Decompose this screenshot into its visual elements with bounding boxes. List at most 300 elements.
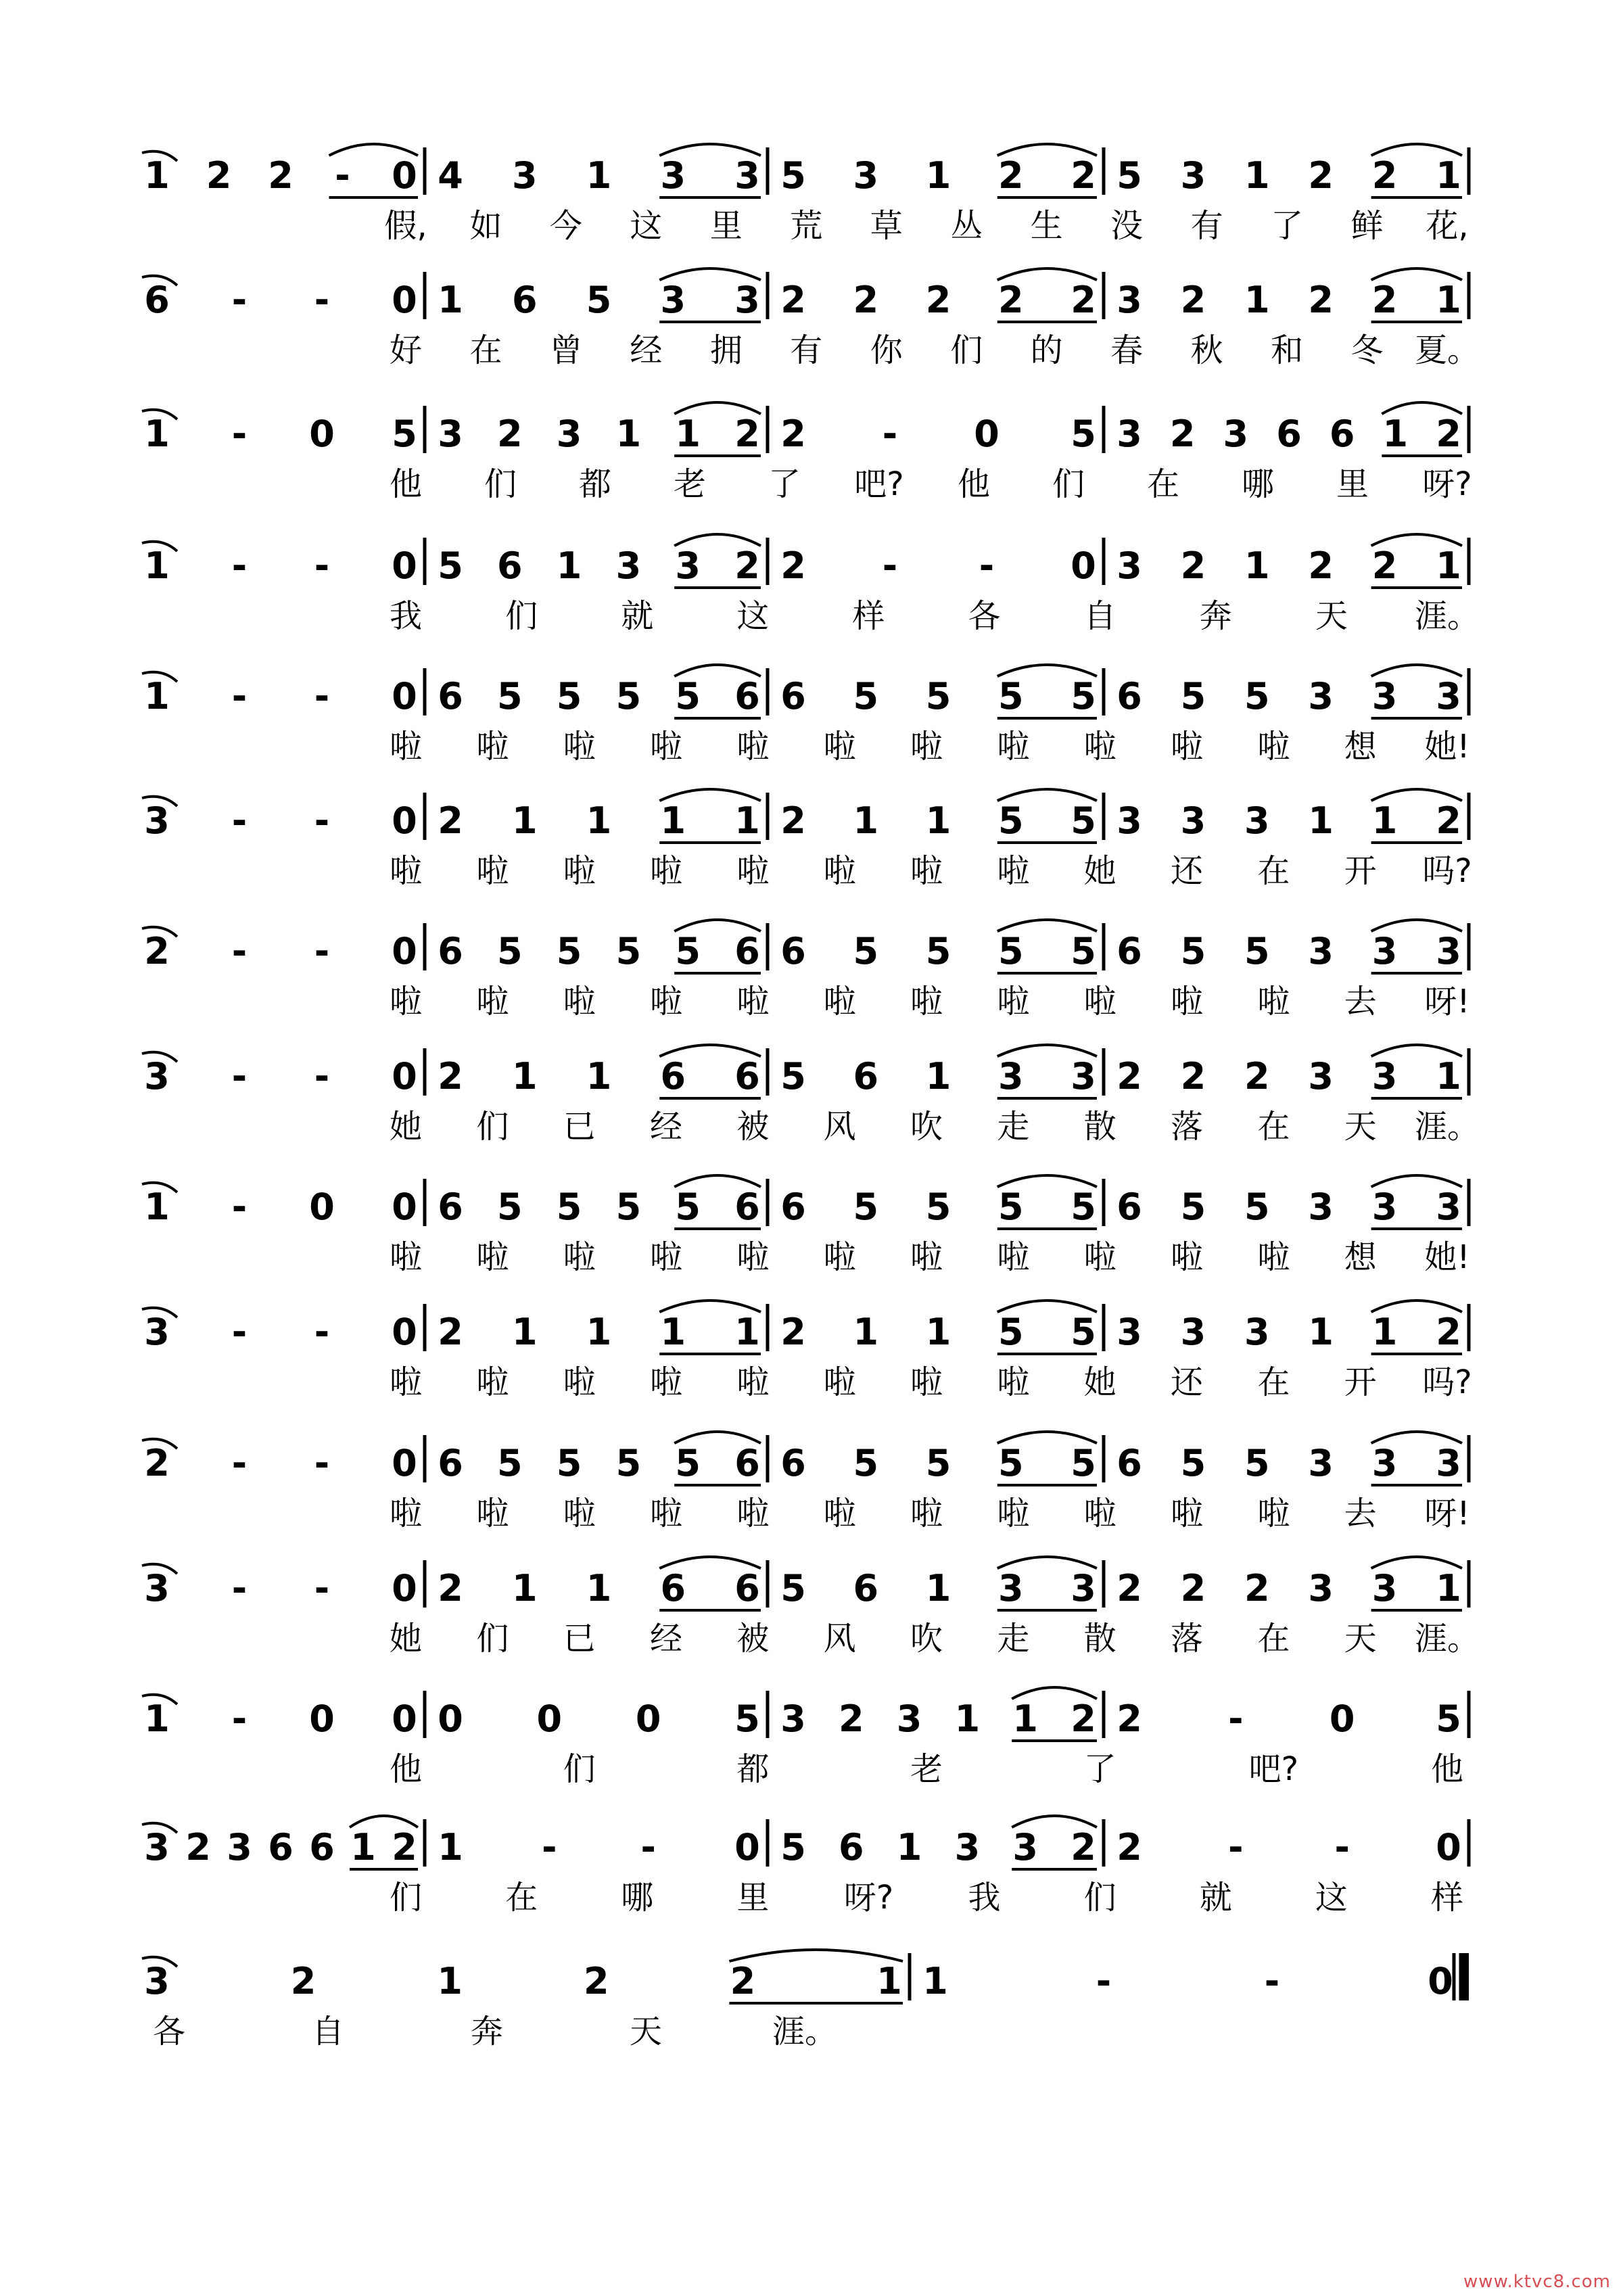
note: 3 bbox=[1371, 1442, 1398, 1484]
note: 3 bbox=[997, 1567, 1024, 1610]
lyric-syllable: 里 bbox=[709, 207, 743, 245]
note: 2 bbox=[1371, 279, 1398, 321]
lyric-syllable: 她 bbox=[389, 1108, 423, 1146]
note: 2 bbox=[497, 413, 523, 455]
note: 2 bbox=[438, 1055, 463, 1098]
note: 1 bbox=[1436, 544, 1461, 587]
note: 1 bbox=[1436, 1055, 1461, 1098]
note: 2 bbox=[268, 154, 293, 197]
dash-extension: - bbox=[231, 1697, 248, 1740]
note: 0 bbox=[392, 799, 417, 842]
note: 5 bbox=[925, 1442, 951, 1484]
note: 2 bbox=[1436, 413, 1461, 455]
note: 2 bbox=[1169, 413, 1196, 455]
note: 5 bbox=[1436, 1697, 1461, 1740]
note: 6 bbox=[780, 930, 806, 973]
note: 1 bbox=[853, 799, 879, 842]
note: 2 bbox=[1180, 279, 1206, 321]
lyric-syllable: 老 bbox=[673, 465, 707, 503]
lyric-syllable: 啦 bbox=[997, 983, 1030, 1021]
lyric-syllable: 啦 bbox=[476, 983, 509, 1021]
lyric-syllable: 她 bbox=[1083, 852, 1116, 890]
lyric-syllable: 吹 bbox=[910, 1620, 943, 1658]
dash-extension: - bbox=[1228, 1697, 1244, 1740]
note: 2 bbox=[144, 930, 170, 973]
lyric-syllable: 了 bbox=[1271, 207, 1304, 245]
lyric-syllable: 已 bbox=[563, 1108, 596, 1146]
note: 1 bbox=[853, 1311, 879, 1353]
lyric-syllable: 在 bbox=[1257, 852, 1290, 890]
lyric-syllable: 啦 bbox=[1170, 983, 1204, 1021]
note: 2 bbox=[925, 279, 951, 321]
lyric-syllable: 啦 bbox=[910, 1238, 943, 1276]
note: 2 bbox=[997, 154, 1024, 197]
note: 3 bbox=[675, 544, 701, 587]
note: 6 bbox=[734, 1055, 760, 1098]
note: 5 bbox=[1071, 930, 1096, 973]
lyric-syllable: 啦 bbox=[563, 1363, 596, 1401]
lyric-syllable: 涯。 bbox=[1414, 1108, 1480, 1146]
lyric-syllable: 有 bbox=[790, 331, 823, 369]
note: 1 bbox=[511, 1567, 538, 1610]
note: 1 bbox=[1308, 799, 1334, 842]
note: 3 bbox=[227, 1826, 252, 1869]
lyric-syllable: 和 bbox=[1271, 331, 1304, 369]
note: 3 bbox=[660, 279, 686, 321]
dash-extension: - bbox=[1334, 1826, 1350, 1869]
note: 5 bbox=[438, 544, 463, 587]
note: 5 bbox=[1116, 154, 1142, 197]
lyric-syllable: 们 bbox=[1083, 1879, 1116, 1917]
note: 0 bbox=[392, 675, 417, 718]
lyric-syllable: 啦 bbox=[476, 852, 509, 890]
dash-extension: - bbox=[314, 279, 330, 321]
note: 6 bbox=[438, 930, 463, 973]
lyric-syllable: 啦 bbox=[649, 983, 683, 1021]
note: 5 bbox=[1180, 930, 1206, 973]
note: 3 bbox=[1116, 413, 1142, 455]
note: 5 bbox=[1244, 675, 1270, 718]
lyric-syllable: 这 bbox=[1315, 1879, 1348, 1917]
note: 1 bbox=[896, 1826, 922, 1869]
note: 5 bbox=[586, 279, 612, 321]
note: 3 bbox=[1116, 1311, 1142, 1353]
note: 0 bbox=[734, 1826, 760, 1869]
lyric-syllable: 涯。 bbox=[1414, 1620, 1480, 1658]
dash-extension: - bbox=[231, 675, 248, 718]
note: 1 bbox=[144, 544, 170, 587]
lyric-syllable: 吧? bbox=[854, 465, 904, 503]
lyric-syllable: 她 bbox=[1083, 1363, 1116, 1401]
note: 6 bbox=[1276, 413, 1302, 455]
lyric-syllable: 啦 bbox=[823, 728, 856, 766]
note: 0 bbox=[392, 154, 417, 197]
note: 1 bbox=[1012, 1697, 1038, 1740]
note: 2 bbox=[290, 1960, 316, 2002]
note: 3 bbox=[734, 154, 760, 197]
note: 2 bbox=[780, 1311, 806, 1353]
note: 0 bbox=[309, 1697, 335, 1740]
note: 1 bbox=[144, 1186, 170, 1228]
note: 6 bbox=[780, 675, 806, 718]
note: 3 bbox=[997, 1055, 1024, 1098]
note: 5 bbox=[556, 1442, 582, 1484]
lyric-syllable: 都 bbox=[736, 1750, 770, 1788]
note: 2 bbox=[438, 1567, 463, 1610]
lyric-syllable: 们 bbox=[950, 331, 983, 369]
note: 6 bbox=[780, 1442, 806, 1484]
note: 5 bbox=[615, 1442, 642, 1484]
lyric-syllable: 啦 bbox=[1083, 728, 1116, 766]
lyric-syllable: 啦 bbox=[997, 1363, 1030, 1401]
note: 3 bbox=[144, 1311, 170, 1353]
note: 1 bbox=[1308, 1311, 1334, 1353]
note: 6 bbox=[1329, 413, 1355, 455]
lyric-syllable: 啦 bbox=[1170, 1495, 1204, 1532]
note: 3 bbox=[144, 1826, 170, 1869]
note: 1 bbox=[1436, 1567, 1461, 1610]
lyric-syllable: 生 bbox=[1030, 207, 1063, 245]
note: 1 bbox=[511, 1055, 538, 1098]
lyric-syllable: 走 bbox=[997, 1620, 1030, 1658]
note: 1 bbox=[586, 1311, 612, 1353]
note: 1 bbox=[925, 1311, 951, 1353]
dash-extension: - bbox=[231, 799, 248, 842]
note: 1 bbox=[925, 799, 951, 842]
dash-extension: - bbox=[314, 675, 330, 718]
note: 3 bbox=[1308, 1186, 1334, 1228]
lyric-syllable: 啦 bbox=[476, 1238, 509, 1276]
lyric-syllable: 呀! bbox=[1424, 983, 1470, 1021]
lyric-syllable: 啦 bbox=[1257, 983, 1290, 1021]
note: 3 bbox=[660, 154, 686, 197]
note: 3 bbox=[1371, 675, 1398, 718]
note: 5 bbox=[1244, 1186, 1270, 1228]
lyric-syllable: 啦 bbox=[910, 728, 943, 766]
note: 6 bbox=[309, 1826, 335, 1869]
note: 2 bbox=[392, 1826, 417, 1869]
lyric-syllable: 啦 bbox=[823, 1363, 856, 1401]
note: 3 bbox=[144, 1960, 170, 2002]
lyric-syllable: 都 bbox=[578, 465, 612, 503]
dash-extension: - bbox=[1228, 1826, 1244, 1869]
lyric-syllable: 啦 bbox=[823, 852, 856, 890]
note: 2 bbox=[853, 279, 879, 321]
lyric-syllable: 啦 bbox=[563, 728, 596, 766]
lyric-syllable: 呀! bbox=[1424, 1495, 1470, 1532]
note: 1 bbox=[144, 154, 170, 197]
lyric-syllable: 冬 bbox=[1350, 331, 1384, 369]
note: 2 bbox=[734, 413, 760, 455]
note: 2 bbox=[1071, 1697, 1096, 1740]
note: 2 bbox=[839, 1697, 864, 1740]
note: 5 bbox=[853, 1442, 879, 1484]
note: 1 bbox=[615, 413, 642, 455]
note: 3 bbox=[1371, 930, 1398, 973]
note: 0 bbox=[974, 413, 999, 455]
note: 2 bbox=[1116, 1567, 1142, 1610]
note: 2 bbox=[1436, 1311, 1461, 1353]
note: 3 bbox=[1244, 799, 1270, 842]
note: 3 bbox=[1116, 279, 1142, 321]
lyric-syllable: 还 bbox=[1170, 1363, 1204, 1401]
note: 5 bbox=[675, 1186, 701, 1228]
note: 1 bbox=[1244, 154, 1270, 197]
note: 6 bbox=[1116, 675, 1142, 718]
lyric-syllable: 去 bbox=[1344, 1495, 1377, 1532]
lyric-syllable: 样 bbox=[852, 597, 885, 635]
note: 2 bbox=[780, 279, 806, 321]
note: 1 bbox=[586, 1567, 612, 1610]
note: 3 bbox=[1371, 1567, 1398, 1610]
note: 3 bbox=[1180, 799, 1206, 842]
lyric-syllable: 啦 bbox=[649, 852, 683, 890]
note: 5 bbox=[780, 1055, 806, 1098]
lyric-syllable: 走 bbox=[997, 1108, 1030, 1146]
lyric-syllable: 了 bbox=[1083, 1750, 1116, 1788]
lyric-syllable: 自 bbox=[311, 2013, 345, 2051]
lyric-syllable: 样 bbox=[1430, 1879, 1464, 1917]
note: 1 bbox=[660, 799, 686, 842]
note: 2 bbox=[438, 799, 463, 842]
dash-extension: - bbox=[314, 544, 330, 587]
note: 1 bbox=[1371, 799, 1398, 842]
note: 6 bbox=[438, 675, 463, 718]
note: 1 bbox=[438, 1826, 463, 1869]
note: 5 bbox=[853, 675, 879, 718]
note: 5 bbox=[497, 930, 523, 973]
dash-extension: - bbox=[882, 413, 898, 455]
note: 3 bbox=[1244, 1311, 1270, 1353]
lyric-syllable: 啦 bbox=[1083, 983, 1116, 1021]
dash-extension: - bbox=[231, 1567, 248, 1610]
note: 5 bbox=[615, 675, 642, 718]
lyric-syllable: 了 bbox=[768, 465, 801, 503]
lyric-syllable: 里 bbox=[1336, 465, 1369, 503]
note: 5 bbox=[675, 930, 701, 973]
note: 0 bbox=[438, 1697, 463, 1740]
lyric-syllable: 想 bbox=[1344, 728, 1377, 766]
note: 5 bbox=[556, 930, 582, 973]
dash-extension: - bbox=[542, 1826, 557, 1869]
note: 5 bbox=[615, 1186, 642, 1228]
note: 5 bbox=[1180, 675, 1206, 718]
lyric-syllable: 啦 bbox=[997, 1495, 1030, 1532]
note: 2 bbox=[1180, 1567, 1206, 1610]
note: 3 bbox=[896, 1697, 922, 1740]
note: 5 bbox=[675, 675, 701, 718]
note: 2 bbox=[1116, 1826, 1142, 1869]
note: 1 bbox=[876, 1960, 902, 2002]
lyric-syllable: 被 bbox=[736, 1620, 770, 1658]
lyric-syllable: 散 bbox=[1083, 1108, 1116, 1146]
note: 5 bbox=[1244, 930, 1270, 973]
lyric-syllable: 吹 bbox=[910, 1108, 943, 1146]
note: 5 bbox=[497, 675, 523, 718]
note: 5 bbox=[615, 930, 642, 973]
lyric-syllable: 秋 bbox=[1190, 331, 1223, 369]
note: 2 bbox=[1116, 1055, 1142, 1098]
lyric-syllable: 风 bbox=[823, 1108, 856, 1146]
lyric-syllable: 啦 bbox=[823, 1238, 856, 1276]
lyric-syllable: 里 bbox=[736, 1879, 770, 1917]
lyric-syllable: 他 bbox=[957, 465, 991, 503]
dash-extension: - bbox=[231, 930, 248, 973]
note: 3 bbox=[1116, 799, 1142, 842]
note: 5 bbox=[997, 1311, 1024, 1353]
lyric-syllable: 呀? bbox=[843, 1879, 894, 1917]
note: 0 bbox=[309, 1186, 335, 1228]
lyric-syllable: 啦 bbox=[389, 728, 423, 766]
lyric-syllable: 在 bbox=[469, 331, 502, 369]
note: 5 bbox=[853, 930, 879, 973]
dash-extension: - bbox=[231, 279, 248, 321]
lyric-syllable: 天 bbox=[629, 2013, 663, 2051]
note: 5 bbox=[1180, 1186, 1206, 1228]
lyric-syllable: 经 bbox=[649, 1108, 683, 1146]
lyric-syllable: 落 bbox=[1170, 1620, 1204, 1658]
lyric-syllable: 老 bbox=[910, 1750, 943, 1788]
note: 1 bbox=[660, 1311, 686, 1353]
dash-extension: - bbox=[314, 1442, 330, 1484]
lyric-syllable: 啦 bbox=[476, 1495, 509, 1532]
note: 1 bbox=[586, 1055, 612, 1098]
lyric-syllable: 你 bbox=[870, 331, 903, 369]
note: 5 bbox=[497, 1186, 523, 1228]
note: 2 bbox=[1116, 1697, 1142, 1740]
note: 5 bbox=[1071, 799, 1096, 842]
lyric-syllable: 啦 bbox=[736, 1238, 770, 1276]
note: 3 bbox=[780, 1697, 806, 1740]
note: 2 bbox=[185, 1826, 211, 1869]
lyric-syllable: 今 bbox=[549, 207, 582, 245]
note: 5 bbox=[780, 1826, 806, 1869]
lyric-syllable: 啦 bbox=[563, 1238, 596, 1276]
note: 3 bbox=[1371, 1186, 1398, 1228]
lyric-syllable: 草 bbox=[870, 207, 903, 245]
lyric-syllable: 啦 bbox=[997, 852, 1030, 890]
lyric-syllable: 们 bbox=[505, 597, 538, 635]
lyric-syllable: 啦 bbox=[736, 852, 770, 890]
note: 5 bbox=[925, 930, 951, 973]
note: 6 bbox=[144, 279, 170, 321]
note: 5 bbox=[1071, 1442, 1096, 1484]
lyric-syllable: 拥 bbox=[709, 331, 743, 369]
note: 5 bbox=[1244, 1442, 1270, 1484]
note: 2 bbox=[730, 1960, 756, 2002]
lyric-syllable: 啦 bbox=[476, 1363, 509, 1401]
note: 1 bbox=[437, 1960, 463, 2002]
note: 6 bbox=[734, 1567, 760, 1610]
note: 3 bbox=[1436, 1442, 1461, 1484]
note: 6 bbox=[734, 675, 760, 718]
note: 1 bbox=[954, 1697, 981, 1740]
note: 1 bbox=[1436, 154, 1461, 197]
note: 0 bbox=[392, 1055, 417, 1098]
lyric-syllable: 散 bbox=[1083, 1620, 1116, 1658]
note: 1 bbox=[586, 799, 612, 842]
note: 2 bbox=[206, 154, 232, 197]
note: 2 bbox=[584, 1960, 609, 2002]
note: 2 bbox=[1308, 154, 1334, 197]
note: 3 bbox=[144, 1567, 170, 1610]
note: 5 bbox=[997, 930, 1024, 973]
lyric-syllable: 啦 bbox=[823, 983, 856, 1021]
dash-extension: - bbox=[231, 413, 248, 455]
lyric-syllable: 们 bbox=[563, 1750, 596, 1788]
note: 3 bbox=[438, 413, 463, 455]
lyric-syllable: 落 bbox=[1170, 1108, 1204, 1146]
lyric-syllable: 被 bbox=[736, 1108, 770, 1146]
lyric-syllable: 啦 bbox=[1257, 1495, 1290, 1532]
note: 2 bbox=[1071, 1826, 1096, 1869]
lyric-syllable: 啦 bbox=[823, 1495, 856, 1532]
note: 5 bbox=[556, 1186, 582, 1228]
note: 0 bbox=[392, 1697, 417, 1740]
note: 5 bbox=[925, 675, 951, 718]
note: 3 bbox=[1012, 1826, 1038, 1869]
note: 6 bbox=[734, 1442, 760, 1484]
note: 3 bbox=[1308, 1567, 1334, 1610]
note: 3 bbox=[1308, 930, 1334, 973]
note: 4 bbox=[438, 154, 463, 197]
note: 5 bbox=[497, 1442, 523, 1484]
note: 6 bbox=[853, 1567, 879, 1610]
lyric-syllable: 天 bbox=[1344, 1620, 1377, 1658]
lyric-syllable: 风 bbox=[823, 1620, 856, 1658]
dash-extension: - bbox=[231, 1186, 248, 1228]
note: 0 bbox=[309, 413, 335, 455]
note: 3 bbox=[1371, 1055, 1398, 1098]
note: 0 bbox=[392, 1442, 417, 1484]
note: 0 bbox=[392, 544, 417, 587]
lyric-syllable: 啦 bbox=[997, 728, 1030, 766]
note: 5 bbox=[853, 1186, 879, 1228]
note: 1 bbox=[511, 1311, 538, 1353]
lyric-syllable: 啦 bbox=[563, 852, 596, 890]
note: 2 bbox=[1180, 544, 1206, 587]
note: 5 bbox=[675, 1442, 701, 1484]
note: 2 bbox=[1244, 1567, 1270, 1610]
note: 6 bbox=[660, 1055, 686, 1098]
note: 0 bbox=[536, 1697, 563, 1740]
note: 2 bbox=[780, 799, 806, 842]
dash-extension: - bbox=[231, 1055, 248, 1098]
dash-extension: - bbox=[640, 1826, 656, 1869]
lyric-syllable: 在 bbox=[505, 1879, 538, 1917]
note: 2 bbox=[780, 413, 806, 455]
note: 5 bbox=[997, 1186, 1024, 1228]
lyric-syllable: 就 bbox=[621, 597, 654, 635]
note: 1 bbox=[556, 544, 582, 587]
lyric-syllable: 啦 bbox=[736, 1363, 770, 1401]
note: 1 bbox=[925, 1055, 951, 1098]
note: 5 bbox=[997, 799, 1024, 842]
dash-extension: - bbox=[231, 1442, 248, 1484]
note: 1 bbox=[144, 1697, 170, 1740]
note: 6 bbox=[734, 1186, 760, 1228]
lyric-syllable: 啦 bbox=[476, 728, 509, 766]
lyric-syllable: 啦 bbox=[736, 983, 770, 1021]
lyric-syllable: 啦 bbox=[649, 1363, 683, 1401]
lyric-syllable: 曾 bbox=[549, 331, 582, 369]
lyric-syllable: 有 bbox=[1190, 207, 1223, 245]
lyric-syllable: 们 bbox=[389, 1879, 423, 1917]
lyric-syllable: 吧? bbox=[1248, 1750, 1299, 1788]
lyric-syllable: 她! bbox=[1424, 728, 1470, 766]
lyric-syllable: 如 bbox=[469, 207, 502, 245]
note: 5 bbox=[1071, 675, 1096, 718]
